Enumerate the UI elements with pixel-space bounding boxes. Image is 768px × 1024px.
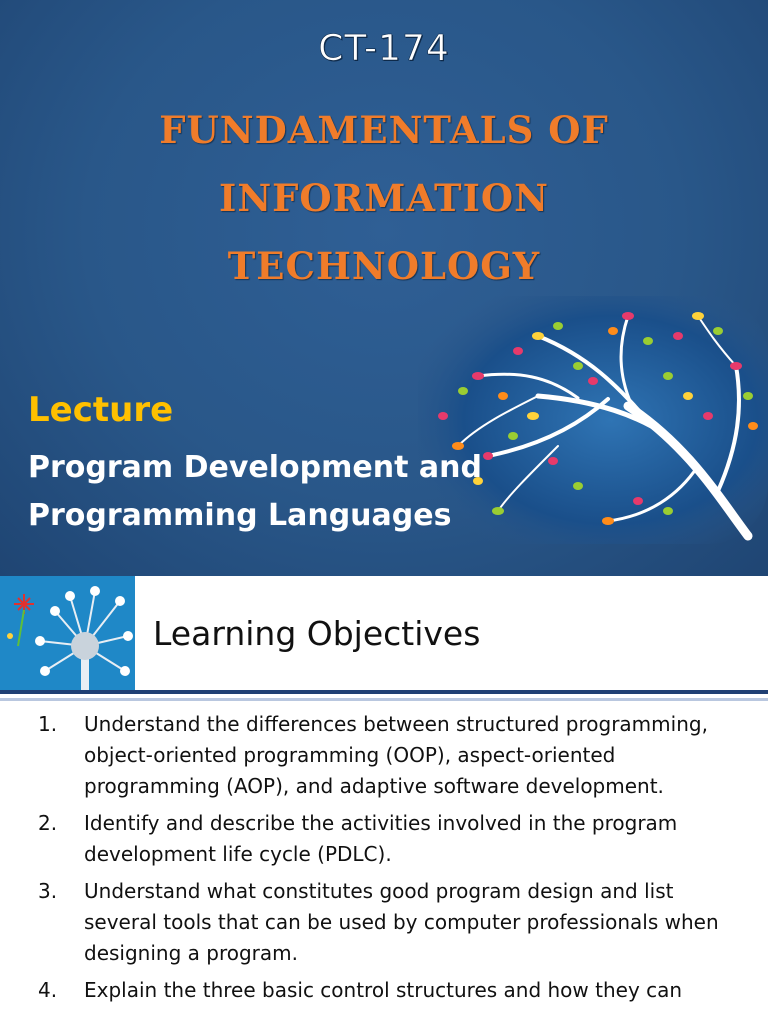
course-title-line: INFORMATION — [219, 176, 549, 220]
course-title — [84, 96, 684, 300]
lecture-title-line: Programming Languages — [28, 498, 452, 533]
list-text: Understand what constitutes good program design and list several tools that can be used by computer professionals when designing a program. — [84, 879, 719, 965]
lecture-title-line: Program Development and — [28, 450, 482, 485]
list-text: Explain the three basic control structures and how they can — [84, 978, 683, 1002]
list-item — [38, 709, 738, 802]
list-item — [38, 808, 738, 870]
list-number: 4. — [38, 978, 58, 1002]
lecture-title — [28, 444, 548, 540]
list-number: 1. — [38, 712, 58, 736]
course-title-line: TECHNOLOGY — [227, 244, 541, 288]
objectives-slide — [0, 576, 768, 1024]
list-item — [38, 975, 738, 1006]
slide-header — [0, 576, 768, 694]
slide-title: Learning Objectives — [153, 614, 481, 653]
divider — [0, 698, 768, 701]
list-text: Understand the differences between structured programming, object-oriented programming (OOP), aspect-oriented programming (AOP), and adaptive software development. — [84, 712, 708, 798]
objectives-list — [38, 709, 738, 1012]
list-text: Identify and describe the activities involved in the program development life cycle (PDLC). — [84, 811, 678, 866]
dandelion-logo-icon — [0, 576, 137, 690]
lecture-label: Lecture — [28, 390, 174, 430]
course-code: CT-174 — [318, 28, 450, 69]
list-number: 2. — [38, 811, 58, 835]
list-number: 3. — [38, 879, 58, 903]
course-title-line: FUNDAMENTALS OF — [159, 108, 609, 152]
list-item — [38, 876, 738, 969]
